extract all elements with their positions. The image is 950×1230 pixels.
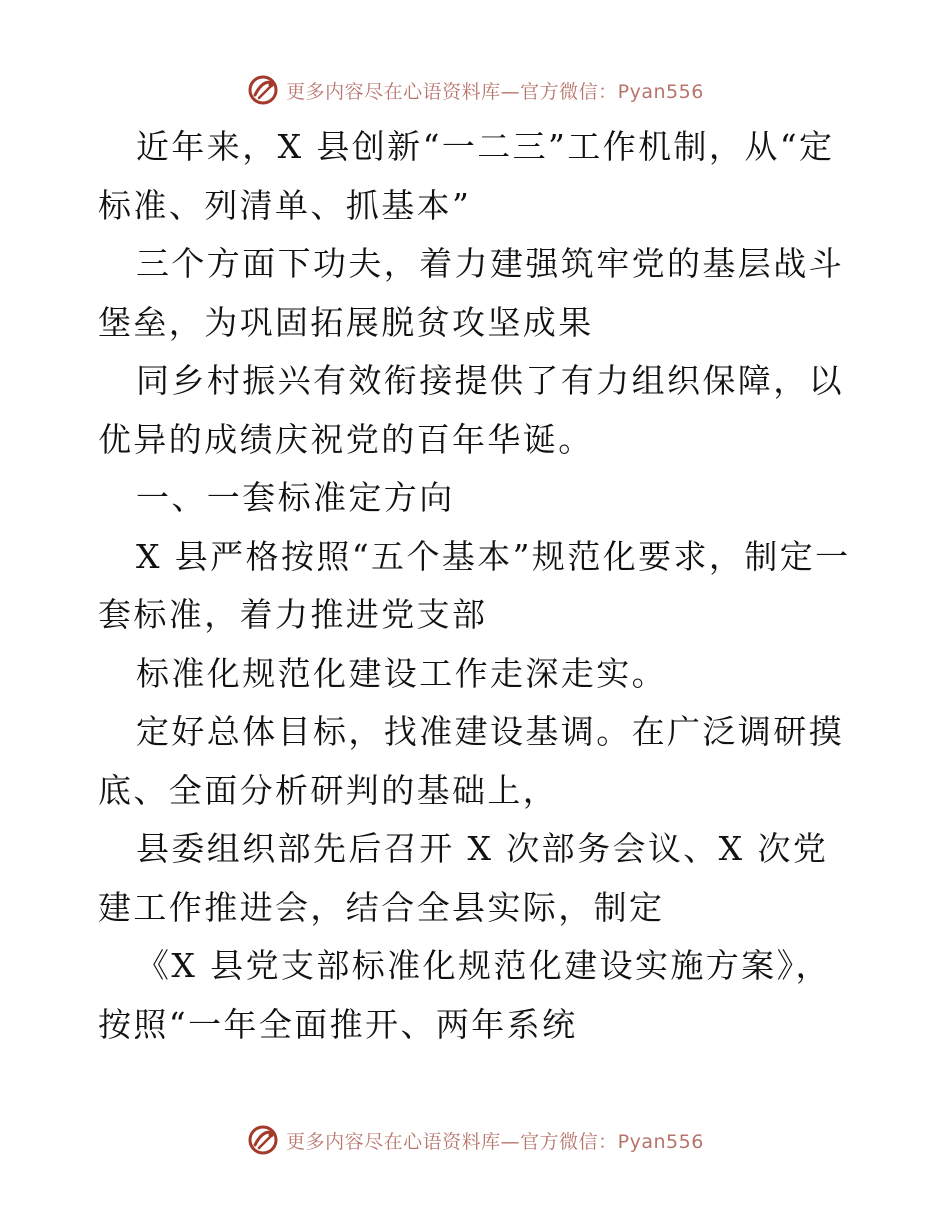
brand-logo-icon (246, 1123, 280, 1157)
header-watermark-text: 更多内容尽在心语资料库—官方微信：Pyan556 (286, 80, 704, 103)
paragraph-7: 县委组织部先后召开 X 次部务会议、X 次党建工作推进会，结合全县实际，制定 (98, 829, 829, 927)
footer-watermark-text: 更多内容尽在心语资料库—官方微信：Pyan556 (286, 1130, 704, 1153)
footer-watermark-banner (0, 1120, 950, 1160)
brand-logo-icon (246, 73, 280, 107)
header-watermark-banner (0, 70, 950, 110)
document-body (98, 118, 858, 1054)
paragraph-6: 定好总体目标，找准建设基调。在广泛调研摸底、全面分析研判的基础上， (98, 712, 844, 810)
section-heading: 一、一套标准定方向 (136, 478, 455, 517)
paragraph-5: 标准化规范化建设工作走深走实。 (136, 653, 667, 693)
paragraph-8: 《X 县党支部标准化规范化建设实施方案》，按照“一年全面推开、两年系统 (98, 946, 831, 1044)
paragraph-4: X 县严格按照“五个基本”规范化要求，制定一套标准，着力推进党支部 (98, 536, 851, 634)
paragraph-2: 三个方面下功夫，着力建强筑牢党的基层战斗堡垒，为巩固拓展脱贫攻坚成果 (98, 244, 844, 342)
paragraph-1: 近年来，X 县创新“一二三”工作机制，从“定标准、列清单、抓基本” (98, 127, 835, 225)
paragraph-3: 同乡村振兴有效衔接提供了有力组织保障，以优异的成绩庆祝党的百年华诞。 (98, 361, 844, 459)
